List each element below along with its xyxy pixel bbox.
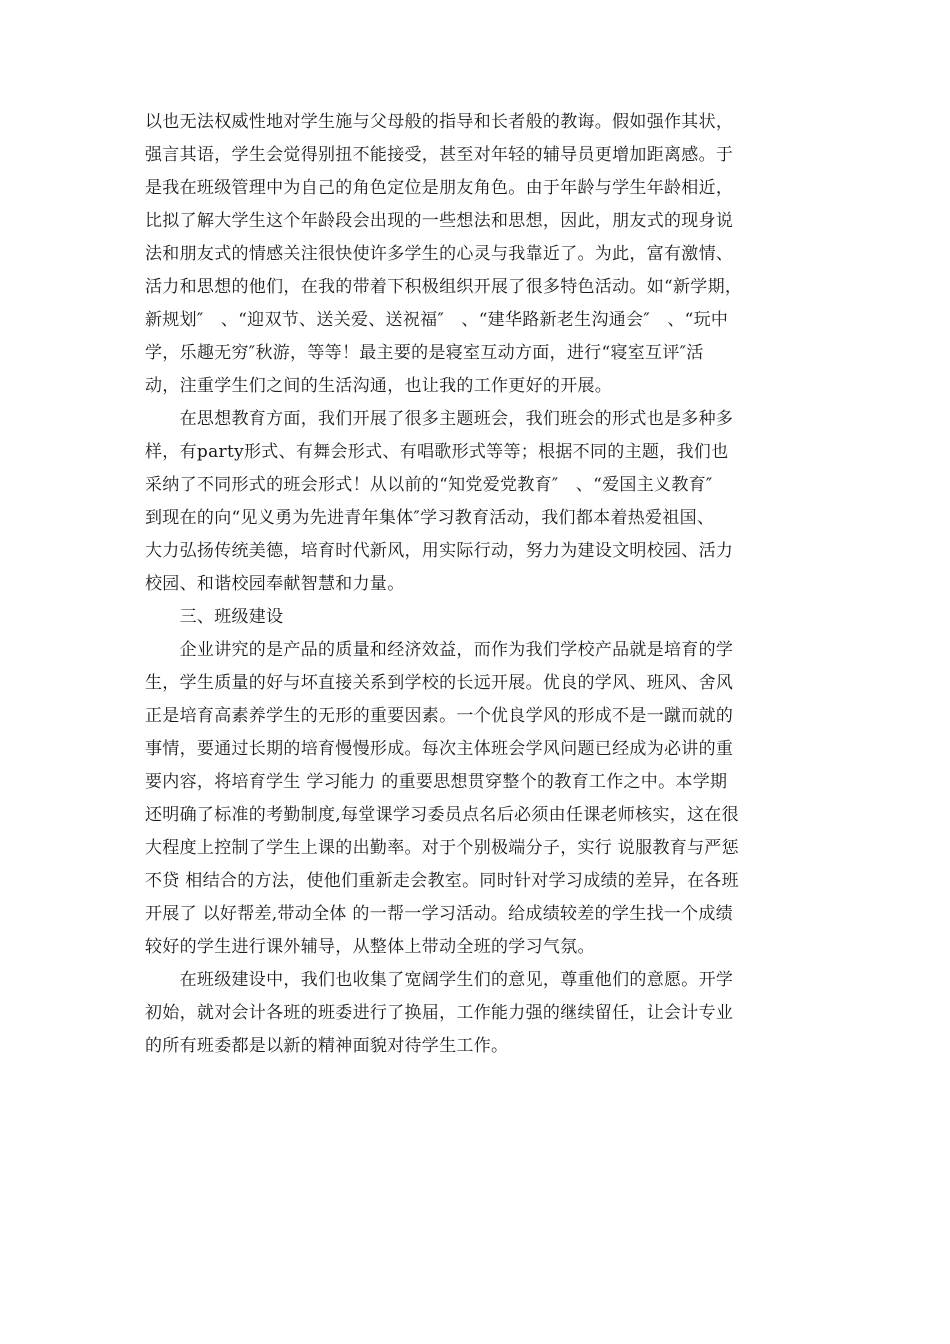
text-line: 较好的学生进行课外辅导，从整体上带动全班的学习气氛。	[145, 937, 595, 957]
body-text	[145, 106, 810, 1063]
text-line: 动，注重学生们之间的生活沟通，也让我的工作更好的开展。	[145, 376, 613, 396]
text-line: 的所有班委都是以新的精神面貌对待学生工作。	[145, 1036, 509, 1056]
text-line: 学，乐趣无穷″秋游，等等！最主要的是寝室互动方面，进行“寝室互评″活	[145, 343, 704, 363]
text-line: 在班级建设中，我们也收集了宽阔学生们的意见，尊重他们的意愿。开学	[145, 970, 734, 990]
text-line: 生，学生质量的好与坏直接关系到学校的长远开展。优良的学风、班风、舍风	[145, 673, 734, 693]
text-line: 开展了 以好帮差,带动全体 的一帮一学习活动。给成绩较差的学生找一个成绩	[145, 904, 734, 924]
text-line: 是我在班级管理中为自己的角色定位是朋友角色。由于年龄与学生年龄相近，	[145, 178, 734, 198]
text-line: 大力弘扬传统美德，培育时代新风，用实际行动，努力为建设文明校园、活力	[145, 541, 734, 561]
text-line: 正是培育高素养学生的无形的重要因素。一个优良学风的形成不是一蹴而就的	[145, 706, 734, 726]
text-line: 不贷 相结合的方法，使他们重新走会教室。同时针对学习成绩的差异，在各班	[145, 871, 739, 891]
text-line: 要内容，将培育学生 学习能力 的重要思想贯穿整个的教育工作之中。本学期	[145, 772, 728, 792]
text-line: 新规划″ 、“迎双节、送关爱、送祝福″ 、“建华路新老生沟通会″ 、“玩中	[145, 310, 729, 330]
text-line: 样，有party形式、有舞会形式、有唱歌形式等等；根据不同的主题，我们也	[145, 442, 729, 462]
text-line: 到现在的向“见义勇为先进青年集体″学习教育活动，我们都本着热爱祖国、	[145, 508, 715, 528]
text-line: 初始，就对会计各班的班委进行了换届，工作能力强的继续留任，让会计专业	[145, 1003, 734, 1023]
text-line: 校园、和谐校园奉献智慧和力量。	[145, 574, 405, 594]
text-line: 比拟了解大学生这个年龄段会出现的一些想法和思想，因此，朋友式的现身说	[145, 211, 734, 231]
text-line: 事情，要通过长期的培育慢慢形成。每次主体班会学风问题已经成为必讲的重	[145, 739, 734, 759]
text-line: 以也无法权威性地对学生施与父母般的指导和长者般的教诲。假如强作其状，	[145, 112, 734, 132]
text-line: 企业讲究的是产品的质量和经济效益，而作为我们学校产品就是培育的学	[145, 640, 734, 660]
text-line: 在思想教育方面，我们开展了很多主题班会，我们班会的形式也是多种多	[145, 409, 734, 429]
text-line: 活力和思想的他们，在我的带着下积极组织开展了很多特色活动。如“新学期，	[145, 277, 743, 297]
text-line: 还明确了标准的考勤制度,每堂课学习委员点名后必须由任课老师核实，这在很	[145, 805, 739, 825]
text-line: 法和朋友式的情感关注很快使许多学生的心灵与我靠近了。为此，富有激情、	[145, 244, 734, 264]
section-heading: 三、班级建设	[145, 607, 284, 627]
text-line: 大程度上控制了学生上课的出勤率。对于个别极端分子，实行 说服教育与严惩	[145, 838, 739, 858]
text-line: 采纳了不同形式的班会形式！从以前的“知党爱党教育″ 、“爱国主义教育″	[145, 475, 713, 495]
text-line: 强言其语，学生会觉得别扭不能接受，甚至对年轻的辅导员更增加距离感。于	[145, 145, 734, 165]
